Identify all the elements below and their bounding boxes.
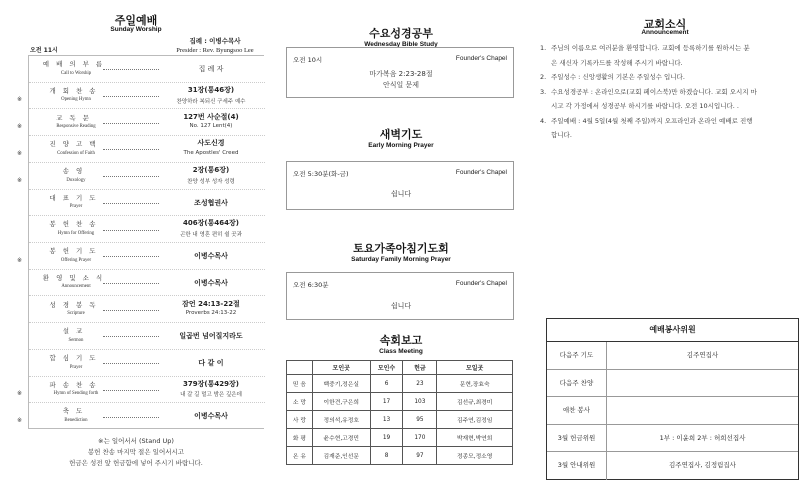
announcement-line: 시고 각 가정에서 성경공부 하시기를 바랍니다. 오전 10시입니다. . xyxy=(551,102,739,110)
volunteer-rows xyxy=(547,342,798,480)
table-header-row xyxy=(287,361,513,375)
order-row xyxy=(29,136,265,163)
order-item-detail: 찬양 성부 성자 성령 xyxy=(187,178,235,185)
table-cell: 정의석,유정호 xyxy=(312,411,370,429)
column-header: 모인곳 xyxy=(312,361,370,375)
stand-note: ※는 일어서서 (Stand Up) xyxy=(98,437,174,445)
table-cell: 13 xyxy=(370,411,403,429)
order-item-en: Scripture xyxy=(67,311,85,317)
announcement-line: 합니다. xyxy=(551,131,572,139)
worship-title: 주일예배 xyxy=(114,14,158,27)
order-item-en: Responsive Reading xyxy=(56,124,96,130)
leader-dots xyxy=(103,96,159,97)
order-item-ko: 봉헌찬송 xyxy=(49,220,103,229)
announcement-item xyxy=(540,70,792,85)
volunteer-row xyxy=(547,342,798,370)
leader-dots xyxy=(103,230,159,231)
table-cell: 백중기,정은실 xyxy=(312,375,370,393)
order-item-value: 31장(통46장) xyxy=(187,85,235,94)
table-cell: 170 xyxy=(403,429,437,447)
saturday-place: Founder's Chapel xyxy=(455,280,507,287)
table-cell: 103 xyxy=(403,393,437,411)
presider-en: Presider : Rev. Byungsoo Lee xyxy=(176,47,254,54)
presider xyxy=(165,37,265,55)
stand-up-mark: ※ xyxy=(17,390,23,398)
wednesday-topic: 안식일 문제 xyxy=(382,81,420,89)
stand-up-mark: ※ xyxy=(17,96,23,104)
dawn-title-en: Early Morning Prayer xyxy=(368,142,434,149)
table-cell: 김주연,김정임 xyxy=(437,411,513,429)
leader-dots xyxy=(103,390,159,391)
table-cell: 6 xyxy=(370,375,403,393)
volunteer-row xyxy=(547,397,798,425)
table-cell: 박재현,박연희 xyxy=(437,429,513,447)
order-item-ko: 파송찬송 xyxy=(49,380,103,389)
order-item-en: Sermon xyxy=(68,337,84,343)
wednesday-title-ko: 수요성경공부 xyxy=(369,27,433,40)
volunteer-name: 김주연집사 xyxy=(686,351,719,359)
dawn-place: Founder's Chapel xyxy=(455,169,507,176)
volunteer-table xyxy=(546,318,799,480)
volunteer-name: 김주연집사, 김정림집사 xyxy=(669,461,736,469)
wednesday-place: Founder's Chapel xyxy=(455,55,507,62)
order-row xyxy=(29,190,265,217)
column-header: 모인수 xyxy=(370,361,403,375)
table-row xyxy=(287,375,513,393)
table-cell: 화 평 xyxy=(287,429,313,447)
stand-up-mark: ※ xyxy=(17,416,23,424)
meeting-title-en: Class Meeting xyxy=(379,348,423,355)
announcement-line: 주님의 이름으로 여러분을 환영합니다. 교회에 등록하기를 원하시는 분 xyxy=(551,44,750,52)
wednesday-title-en: Wednesday Bible Study xyxy=(364,41,438,48)
column-header: 모일곳 xyxy=(437,361,513,375)
class-meeting-table xyxy=(286,360,513,465)
order-row xyxy=(29,216,265,243)
volunteer-role: 다음주 기도 xyxy=(547,342,607,369)
saturday-title-en: Saturday Family Morning Prayer xyxy=(351,256,451,263)
table-cell: 이한견,구은희 xyxy=(312,393,370,411)
order-item-en: Offering Prayer xyxy=(60,257,92,263)
order-item-ko: 송영 xyxy=(62,167,90,176)
order-item-value: 조성협권사 xyxy=(194,198,228,207)
table-row xyxy=(287,393,513,411)
announcement-line: 수요성경공부 : 온라인으로(교회 페이스북)만 하겠습니다. 교회 오시지 마 xyxy=(551,87,757,96)
leader-dots xyxy=(103,123,159,124)
worship-column xyxy=(0,0,272,485)
table-cell: 8 xyxy=(370,447,403,465)
announcement-item xyxy=(540,114,792,143)
saturday-box xyxy=(286,272,514,320)
leader-dots xyxy=(103,310,159,311)
item-number: 1. xyxy=(540,44,547,52)
order-item-en: Confession of Faith xyxy=(57,150,95,156)
announcement-line: 주일예배 : 4월 5일(4월 첫째 주일)까지 오프라인과 온라인 예배로 진행 xyxy=(551,116,753,125)
order-item-ko: 진양고백 xyxy=(49,140,103,149)
table-cell: 17 xyxy=(370,393,403,411)
order-item-detail: No. 127 Lent(4) xyxy=(189,123,233,130)
stand-up-mark: ※ xyxy=(17,149,23,157)
order-item-ko: 환영및소식 xyxy=(42,273,110,282)
order-item-en: Hymn for Offering xyxy=(57,230,95,236)
leader-dots xyxy=(103,336,159,337)
leader-dots xyxy=(103,203,159,204)
leader-dots xyxy=(103,256,159,257)
order-item-ko: 대표기도 xyxy=(49,193,103,202)
dawn-time: 오전 5:30분(화-금) xyxy=(293,170,349,178)
order-item-ko: 개회찬송 xyxy=(49,86,103,95)
table-row xyxy=(287,411,513,429)
volunteer-row xyxy=(547,370,798,398)
announcement-title: 교회소식 xyxy=(643,18,687,31)
stand-up-mark: ※ xyxy=(17,256,23,264)
order-item-value: 379장(통429장) xyxy=(183,379,239,388)
dawn-box xyxy=(286,161,514,210)
table-cell: 정종모,정소영 xyxy=(437,447,513,465)
item-number: 4. xyxy=(540,116,547,125)
meeting-title-ko: 속회보고 xyxy=(379,334,423,347)
order-row xyxy=(29,377,265,404)
volunteer-row xyxy=(547,452,798,480)
volunteer-role: 3월 헌금위원 xyxy=(547,425,607,452)
order-item-value: 이병수목사 xyxy=(194,252,228,260)
table-cell: 95 xyxy=(403,411,437,429)
table-row xyxy=(287,429,513,447)
order-item-en: Prayer xyxy=(69,364,83,370)
dawn-title xyxy=(272,126,530,149)
order-item-value: 이병수목사 xyxy=(194,278,228,287)
announcement-title-en: Announcement xyxy=(641,29,689,36)
worship-title-en: Sunday Worship xyxy=(110,26,162,33)
order-item-value: 일곱번 넘어질지라도 xyxy=(179,332,243,341)
order-item-detail: The Apostles' Creed xyxy=(183,150,239,157)
order-row xyxy=(29,83,265,110)
leader-dots xyxy=(103,283,159,284)
order-item-en: Hymn of Sending forth xyxy=(53,391,99,397)
table-cell: 믿 음 xyxy=(287,375,313,393)
worship-time: 오전 11시 xyxy=(30,47,58,54)
announcement-line: 은 새신자 기록카드를 작성해 주시기 바랍니다. xyxy=(551,58,683,67)
announcement-item xyxy=(540,41,792,70)
order-item-en: Announcement xyxy=(61,284,91,290)
order-row xyxy=(29,109,265,136)
table-cell: 김재준,인선문 xyxy=(312,447,370,465)
schedule-column xyxy=(272,0,530,485)
leader-dots xyxy=(103,363,159,364)
volunteer-title: 예배봉사위원 xyxy=(547,319,798,342)
wednesday-title xyxy=(272,25,530,48)
volunteer-row xyxy=(547,425,798,453)
order-item-value: 406장(통464장) xyxy=(183,219,239,228)
table-cell: 97 xyxy=(403,447,437,465)
dawn-status: 쉽니다 xyxy=(390,190,412,198)
order-item-value: 사도신경 xyxy=(197,139,225,148)
table-cell: 온 유 xyxy=(287,447,313,465)
item-number: 2. xyxy=(540,73,547,81)
order-item-detail: Proverbs 24:13-22 xyxy=(185,310,237,317)
order-item-ko: 설교 xyxy=(62,327,90,336)
order-item-en: Doxology xyxy=(66,177,86,183)
order-item-en: Prayer xyxy=(69,204,83,210)
leader-dots xyxy=(103,176,159,177)
saturday-status: 쉽니다 xyxy=(390,302,412,310)
order-item-value: 127번 사순절(4) xyxy=(183,112,239,121)
dawn-title-ko: 새벽기도 xyxy=(379,128,423,141)
order-item-ko: 성경봉독 xyxy=(49,300,103,309)
table-row xyxy=(287,447,513,465)
leader-dots xyxy=(103,149,159,150)
table-cell: 사 랑 xyxy=(287,411,313,429)
wednesday-scripture: 마가복음 2:23-28절 xyxy=(369,70,433,78)
order-item-detail: 곤한 내 영혼 편히 쉴 곳과 xyxy=(180,232,242,239)
saturday-time: 오전 6:30분 xyxy=(293,281,329,289)
volunteer-role: 다음주 찬양 xyxy=(547,370,607,397)
table-cell: 문현,장효숙 xyxy=(437,375,513,393)
order-item-value: 이병수목사 xyxy=(194,412,228,421)
wednesday-time: 오전 10시 xyxy=(293,56,323,64)
order-item-detail: 내 갈 길 멀고 밤은 깊은데 xyxy=(180,392,242,399)
announcement-list xyxy=(540,41,792,143)
volunteer-name: 1부 : 이윤희 2부 : 허희선집사 xyxy=(659,433,746,442)
leader-dots xyxy=(103,417,159,418)
order-row xyxy=(29,56,265,83)
table-body xyxy=(287,375,513,465)
table-cell: 김선규,최경미 xyxy=(437,393,513,411)
order-item-value: 다 같 이 xyxy=(198,358,224,367)
stand-up-mark: ※ xyxy=(17,176,23,184)
order-item-value: 2장(통6장) xyxy=(192,165,230,174)
order-item-ko: 교독문 xyxy=(56,113,96,122)
item-number: 3. xyxy=(540,87,547,96)
order-row xyxy=(29,403,265,430)
offering-box-note: 헌금은 성전 앞 헌금함에 넣어 주시기 바랍니다. xyxy=(69,459,203,467)
order-item-en: Opening Hymn xyxy=(61,97,91,103)
order-of-worship xyxy=(28,55,264,429)
order-item-ko: 합심기도 xyxy=(49,354,103,363)
meeting-title xyxy=(272,332,530,355)
wednesday-box xyxy=(286,47,514,98)
volunteer-role: 애찬 봉사 xyxy=(547,397,607,424)
order-row xyxy=(29,163,265,190)
order-item-value: 잠언 24:13-22절 xyxy=(182,299,240,308)
offering-note: 봉헌 찬송 마지막 절은 일어서시고 xyxy=(87,448,185,456)
stand-up-mark: ※ xyxy=(17,123,23,131)
order-row xyxy=(29,296,265,323)
column-header xyxy=(287,361,313,375)
order-item-en: Call to Worship xyxy=(60,70,92,76)
order-item-en: Benediction xyxy=(64,417,88,423)
order-item-ko: 축도 xyxy=(62,407,90,416)
announcement-item xyxy=(540,85,792,114)
order-row xyxy=(29,243,265,270)
announcement-column xyxy=(530,0,800,485)
saturday-title-ko: 토요가족아침기도회 xyxy=(353,242,449,255)
presider-ko: 집례 : 이병수목사 xyxy=(189,37,241,45)
order-item-detail: 찬양하라 복되신 구세주 예수 xyxy=(176,98,246,105)
table-cell: 23 xyxy=(403,375,437,393)
volunteer-role: 3월 안내위원 xyxy=(547,452,607,480)
column-header: 헌금 xyxy=(403,361,437,375)
table-cell: 윤수현,고경민 xyxy=(312,429,370,447)
order-item-ko: 예배의부름 xyxy=(42,60,110,69)
order-row xyxy=(29,350,265,377)
table-cell: 소 망 xyxy=(287,393,313,411)
table-cell: 19 xyxy=(370,429,403,447)
order-row xyxy=(29,323,265,350)
order-item-ko: 봉헌기도 xyxy=(49,247,103,256)
leader-dots xyxy=(103,69,159,70)
order-item-detail: 집 례 자 xyxy=(198,65,224,73)
announcement-line: 주일성수 : 신앙생활의 기본은 주일성수 입니다. xyxy=(551,73,685,81)
order-row xyxy=(29,270,265,297)
saturday-title xyxy=(272,240,530,263)
